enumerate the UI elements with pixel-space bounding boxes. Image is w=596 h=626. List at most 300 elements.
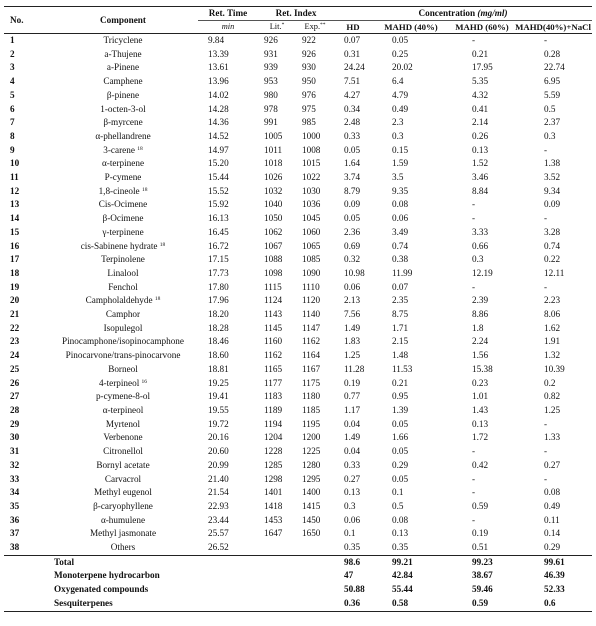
retention-time: 14.97 (208, 144, 229, 155)
table-row (4, 48, 592, 62)
conc-hd: 2.13 (344, 295, 361, 306)
conc-hd: 1.17 (344, 404, 361, 415)
row-number: 35 (10, 500, 20, 511)
conc-mahd-nacl: 0.09 (544, 199, 561, 210)
retention-index-lit: 1062 (264, 226, 283, 237)
retention-time: 15.52 (208, 185, 229, 196)
component-name (48, 486, 198, 500)
retention-time: 18.20 (208, 309, 229, 320)
retention-index-exp: 1140 (302, 309, 321, 320)
component-name (48, 459, 198, 473)
conc-hd: 0.34 (344, 103, 361, 114)
summary-mahd60: 38.67 (472, 570, 493, 581)
summary-mahd40: 55.44 (392, 584, 413, 595)
table-row (4, 61, 592, 75)
conc-mahd-nacl: 22.74 (544, 62, 565, 73)
exp-footnote-mark: ** (320, 22, 326, 28)
conc-hd: 0.19 (344, 377, 361, 388)
row-number: 2 (10, 48, 15, 59)
retention-index-exp: 1167 (302, 363, 321, 374)
retention-time: 18.28 (208, 322, 229, 333)
conc-mahd40: 0.05 (392, 473, 409, 484)
retention-time: 9.84 (208, 35, 225, 45)
retention-index-lit: 931 (264, 48, 278, 59)
table-row (4, 144, 592, 158)
table-row (4, 294, 592, 308)
retention-time: 13.39 (208, 48, 229, 59)
retention-time: 13.61 (208, 62, 229, 73)
table-row (4, 198, 592, 212)
component-name (48, 445, 198, 459)
row-number: 7 (10, 117, 15, 128)
conc-mahd60: 1.8 (472, 322, 484, 333)
table-row (4, 226, 592, 240)
retention-index-lit: 1040 (264, 199, 283, 210)
conc-mahd60: - (472, 199, 476, 210)
retention-time: 14.02 (208, 89, 229, 100)
row-number: 1 (10, 35, 15, 45)
conc-hd: 1.64 (344, 158, 361, 169)
reference-mark: 18 (154, 296, 161, 303)
retention-index-lit: 991 (264, 117, 278, 128)
row-number: 22 (10, 322, 20, 333)
conc-mahd40: 6.4 (392, 76, 404, 87)
conc-mahd-nacl: - (544, 281, 548, 292)
conc-mahd40: 0.38 (392, 254, 409, 265)
conc-hd: 0.31 (344, 48, 361, 59)
conc-hd: 0.27 (344, 473, 361, 484)
retention-index-lit: 1285 (264, 459, 283, 470)
retention-index-exp: 1147 (302, 322, 321, 333)
retention-time: 14.28 (208, 103, 229, 114)
retention-index-exp: 1065 (302, 240, 321, 251)
summary-row (4, 555, 592, 569)
summary-mahd40: 0.58 (372, 597, 450, 611)
conc-mahd40: 1.66 (392, 432, 409, 443)
conc-mahd60: 1.43 (472, 404, 489, 415)
row-number: 5 (10, 89, 15, 100)
conc-mahd60: 12.19 (472, 267, 493, 278)
retention-time: 20.16 (208, 432, 229, 443)
conc-hd: 0.05 (344, 144, 361, 155)
table-row (4, 89, 592, 103)
retention-time: 14.52 (208, 130, 229, 141)
component-label: Fenchol (108, 281, 138, 292)
retention-index-lit: 1088 (264, 254, 283, 265)
retention-time: 22.93 (208, 500, 229, 511)
row-number: 36 (10, 514, 20, 525)
conc-hd: 8.79 (344, 185, 361, 196)
retention-index-exp: 1415 (302, 500, 321, 511)
retention-index-exp: 930 (302, 62, 316, 73)
conc-mahd60: 2.24 (472, 336, 489, 347)
summary-mahd60: 0.59 (450, 597, 514, 611)
conc-mahd60: 3.33 (472, 226, 489, 237)
conc-mahd-nacl: 1.33 (544, 432, 561, 443)
conc-mahd-nacl: 0.28 (544, 48, 561, 59)
retention-time: 16.13 (208, 213, 229, 224)
component-label: β-caryophyllene (93, 500, 153, 511)
conc-mahd-nacl: 0.49 (544, 500, 561, 511)
conc-hd: 0.35 (344, 542, 361, 553)
retention-index-exp: 1036 (302, 199, 321, 210)
conc-hd: 0.13 (344, 487, 361, 498)
conc-hd: 0.33 (344, 130, 361, 141)
conc-mahd-nacl: - (544, 418, 548, 429)
conc-mahd40: 8.75 (392, 309, 409, 320)
conc-mahd40: 0.13 (392, 528, 409, 539)
component-name (48, 34, 198, 48)
component-label: Tricyclene (103, 35, 143, 45)
conc-mahd60: 1.56 (472, 350, 489, 361)
conc-mahd-nacl: 0.27 (544, 459, 561, 470)
table-row (4, 527, 592, 541)
conc-mahd-nacl: 2.23 (544, 295, 561, 306)
component-label: Myrtenol (105, 418, 141, 429)
row-number: 12 (10, 185, 20, 196)
component-name (48, 253, 198, 267)
conc-mahd-nacl: 5.59 (544, 89, 561, 100)
component-name (48, 130, 198, 144)
row-number: 37 (10, 528, 20, 539)
retention-index-exp: 1185 (302, 404, 321, 415)
retention-index-exp: 922 (302, 35, 316, 45)
summary-row (4, 583, 592, 597)
conc-mahd40: 9.35 (392, 185, 409, 196)
retention-index-lit: 1298 (264, 473, 283, 484)
component-name (48, 48, 198, 62)
row-number: 16 (10, 240, 20, 251)
component-label: p-cymene-8-ol (95, 391, 151, 402)
retention-time: 19.72 (208, 418, 229, 429)
retention-index-lit: 1011 (264, 144, 283, 155)
conc-mahd40: 0.07 (392, 281, 409, 292)
retention-index-lit: 1018 (264, 158, 283, 169)
conc-hd: 0.07 (344, 35, 361, 45)
conc-mahd40: 0.95 (392, 391, 409, 402)
retention-index-exp: 1164 (302, 350, 321, 361)
row-number: 17 (10, 254, 20, 265)
component-name (48, 75, 198, 89)
component-name (48, 294, 198, 308)
table-row (4, 322, 592, 336)
conc-mahd40: 0.35 (392, 542, 409, 553)
retention-index-lit: 1194 (264, 418, 283, 429)
retention-index-exp: 950 (302, 76, 316, 87)
reference-mark: 18 (159, 241, 166, 248)
retention-index-lit: 1143 (264, 309, 283, 320)
component-name (48, 500, 198, 514)
retention-index-exp: 1195 (302, 418, 321, 429)
component-name (48, 157, 198, 171)
table-row (4, 253, 592, 267)
conc-hd: 24.24 (344, 62, 365, 73)
conc-hd: 1.49 (344, 322, 361, 333)
table-row (4, 459, 592, 473)
conc-mahd60: 2.39 (472, 295, 489, 306)
header-exp (296, 21, 334, 34)
conc-mahd60: - (472, 473, 476, 484)
conc-mahd-nacl: 3.28 (544, 226, 561, 237)
component-name (48, 541, 198, 555)
conc-mahd-nacl: - (544, 35, 548, 45)
component-label: γ-terpinene (102, 226, 144, 237)
table-row (4, 390, 592, 404)
conc-mahd-nacl: - (544, 446, 548, 457)
row-number: 4 (10, 76, 15, 87)
summary-mahd60: 99.23 (450, 555, 514, 569)
conc-mahd60: 0.51 (472, 542, 489, 553)
component-label: 1,8-cineole (98, 185, 140, 196)
conc-mahd40: 0.25 (392, 48, 409, 59)
conc-mahd40: 11.99 (392, 267, 413, 278)
conc-hd: 0.06 (344, 281, 361, 292)
conc-mahd60: 0.13 (472, 418, 489, 429)
retention-index-lit: 1453 (264, 514, 283, 525)
conc-mahd60: 0.13 (472, 144, 489, 155)
retention-index-lit: 1115 (264, 281, 282, 292)
conc-hd: 1.83 (344, 336, 361, 347)
component-name (48, 89, 198, 103)
table-row (4, 75, 592, 89)
retention-time: 16.72 (208, 240, 229, 251)
conc-mahd40: 3.5 (392, 172, 404, 183)
table-row (4, 335, 592, 349)
component-name (48, 116, 198, 130)
retention-time: 18.81 (208, 363, 229, 374)
retention-time: 17.96 (208, 295, 229, 306)
conc-hd: 11.28 (344, 363, 365, 374)
component-label: β-myrcene (103, 117, 143, 128)
component-label: Verbenone (103, 432, 143, 443)
summary-hd: 0.36 (334, 597, 372, 611)
conc-mahd60: 15.38 (472, 363, 493, 374)
retention-index-lit: 926 (264, 35, 278, 45)
conc-mahd60: - (472, 281, 476, 292)
conc-hd: 0.1 (344, 528, 356, 539)
table-row (4, 377, 592, 391)
conc-mahd40: 20.02 (392, 62, 413, 73)
conc-hd: 2.36 (344, 226, 361, 237)
summary-mahd-nacl: 0.6 (514, 597, 592, 611)
summary-mahd-nacl: 99.61 (514, 555, 592, 569)
component-label: a-Thujene (104, 48, 142, 59)
row-number: 34 (10, 487, 20, 498)
conc-mahd40: 1.59 (392, 158, 409, 169)
row-number: 21 (10, 309, 20, 320)
conc-mahd40: 3.49 (392, 226, 409, 237)
summary-mahd60: 59.46 (472, 584, 493, 595)
retention-time: 23.44 (208, 514, 229, 525)
header-concentration (334, 7, 592, 21)
retention-index-lit: 1124 (264, 295, 283, 306)
conc-mahd60: 0.23 (472, 377, 489, 388)
retention-index-exp: 1120 (302, 295, 321, 306)
conc-mahd40: 1.71 (392, 322, 409, 333)
retention-index-lit: 1067 (264, 240, 283, 251)
retention-index-exp: 1650 (302, 528, 321, 539)
header-mahd60: MAHD (60%) (450, 21, 514, 34)
table-row (4, 103, 592, 117)
summary-mahd-nacl: 46.39 (544, 570, 565, 581)
conc-mahd-nacl: 0.14 (544, 528, 561, 539)
component-label: α-phellandrene (95, 130, 151, 141)
row-number: 27 (10, 391, 20, 402)
component-label: 1-octen-3-ol (100, 103, 146, 114)
table-row (4, 130, 592, 144)
component-label: P-cymene (104, 172, 142, 183)
retention-time: 13.96 (208, 76, 229, 87)
conc-hd: 0.09 (344, 199, 361, 210)
summary-mahd40: 42.84 (392, 570, 413, 581)
conc-hd: 0.69 (344, 240, 361, 251)
component-name (48, 308, 198, 322)
retention-index-lit: 1032 (264, 185, 283, 196)
conc-mahd40: 0.06 (392, 213, 409, 224)
row-number: 38 (10, 542, 20, 553)
retention-index-lit: 1189 (264, 404, 283, 415)
component-name (48, 267, 198, 281)
conc-mahd-nacl: 6.95 (544, 76, 561, 87)
component-name (48, 240, 198, 254)
conc-mahd40: 2.15 (392, 336, 409, 347)
retention-index-lit: 1228 (264, 446, 283, 457)
retention-index-exp: 1180 (302, 391, 321, 402)
retention-index-lit: 1183 (264, 391, 283, 402)
summary-label: Total (48, 555, 334, 569)
retention-index-exp: 1200 (302, 432, 321, 443)
conc-mahd60: 0.19 (472, 528, 489, 539)
conc-hd: 0.77 (344, 391, 361, 402)
conc-mahd40: 0.05 (392, 35, 409, 45)
retention-time: 17.80 (208, 281, 229, 292)
row-number: 9 (10, 144, 15, 155)
conc-hd: 0.05 (344, 213, 361, 224)
header-lit (258, 21, 296, 34)
row-number: 6 (10, 103, 15, 114)
retention-index-lit: 939 (264, 62, 278, 73)
conc-mahd40: 0.1 (392, 487, 404, 498)
row-number: 8 (10, 130, 15, 141)
retention-index-lit: 1026 (264, 172, 283, 183)
conc-hd: 0.32 (344, 254, 361, 265)
table-row (4, 404, 592, 418)
table-row (4, 308, 592, 322)
conc-mahd40: 0.08 (392, 199, 409, 210)
summary-spacer (4, 597, 48, 611)
retention-index-lit: 1162 (264, 350, 283, 361)
component-label: Methyl eugenol (94, 487, 152, 498)
table-row (4, 267, 592, 281)
conc-mahd40: 0.5 (392, 500, 404, 511)
retention-index-exp: 1000 (302, 130, 321, 141)
conc-mahd60: 0.3 (472, 254, 484, 265)
retention-index-exp: 1295 (302, 473, 321, 484)
component-label: Others (110, 542, 136, 553)
component-label: α-humulene (100, 514, 146, 525)
conc-mahd60: 0.59 (472, 500, 489, 511)
row-number: 23 (10, 336, 20, 347)
header-ret-time-unit: min (198, 21, 258, 34)
component-label: Pinocarvone/trans-pinocarvone (65, 350, 181, 361)
retention-time: 21.54 (208, 487, 229, 498)
component-name (48, 377, 198, 391)
row-number: 33 (10, 473, 20, 484)
conc-mahd-nacl: 2.37 (544, 117, 561, 128)
table-row (4, 445, 592, 459)
component-label: Linalool (107, 267, 139, 278)
retention-time: 15.20 (208, 158, 229, 169)
conc-mahd-nacl: 0.74 (544, 240, 561, 251)
conc-mahd60: 3.46 (472, 172, 489, 183)
conc-hd: 7.51 (344, 76, 361, 87)
retention-time: 18.60 (208, 350, 229, 361)
table-row (4, 240, 592, 254)
conc-mahd-nacl: 0.5 (544, 103, 556, 114)
retention-index-lit: 1098 (264, 267, 283, 278)
exp-label: Exp. (304, 22, 321, 31)
retention-index-exp: 1030 (302, 185, 321, 196)
table-row (4, 116, 592, 130)
component-label: β-pinene (106, 89, 140, 100)
table-row (4, 431, 592, 445)
retention-index-exp: 1085 (302, 254, 321, 265)
component-name (48, 61, 198, 75)
table-row (4, 281, 592, 295)
conc-mahd40: 0.15 (392, 144, 409, 155)
row-number: 32 (10, 459, 20, 470)
conc-hd: 0.06 (344, 514, 361, 525)
retention-index-lit: 1418 (264, 500, 283, 511)
conc-hd: 0.04 (344, 418, 361, 429)
retention-index-lit (258, 541, 296, 555)
summary-hd: 47 (344, 570, 354, 581)
conc-hd: 10.98 (344, 267, 365, 278)
table-row (4, 34, 592, 48)
reference-mark: 18 (137, 145, 143, 152)
retention-index-exp: 1225 (302, 446, 321, 457)
retention-index-exp: 1280 (302, 459, 321, 470)
retention-index-lit: 1401 (264, 487, 283, 498)
composition-table-container (4, 6, 592, 612)
lit-label: Lit. (269, 22, 282, 31)
conc-mahd-nacl: 1.25 (544, 404, 561, 415)
retention-index-exp (296, 541, 334, 555)
retention-index-exp: 975 (302, 103, 316, 114)
summary-row (4, 569, 592, 583)
table-row (4, 212, 592, 226)
conc-mahd-nacl: 0.2 (544, 377, 556, 388)
conc-mahd60: - (472, 487, 476, 498)
row-number: 31 (10, 446, 20, 457)
header-ret-time: Ret. Time (198, 7, 258, 21)
conc-mahd-nacl: 1.38 (544, 158, 561, 169)
retention-time: 19.41 (208, 391, 229, 402)
table-row (4, 486, 592, 500)
component-label: Pinocamphone/isopinocamphone (62, 336, 184, 347)
table-row (4, 185, 592, 199)
component-label: Camphor (105, 309, 141, 320)
retention-index-exp: 1400 (302, 487, 321, 498)
summary-body (4, 555, 592, 611)
retention-index-lit: 1204 (264, 432, 283, 443)
component-label: Borneol (108, 363, 138, 374)
table-row (4, 418, 592, 432)
component-label: Carvacrol (104, 473, 142, 484)
conc-hd: 0.04 (344, 446, 361, 457)
component-name (48, 171, 198, 185)
row-number: 29 (10, 418, 20, 429)
